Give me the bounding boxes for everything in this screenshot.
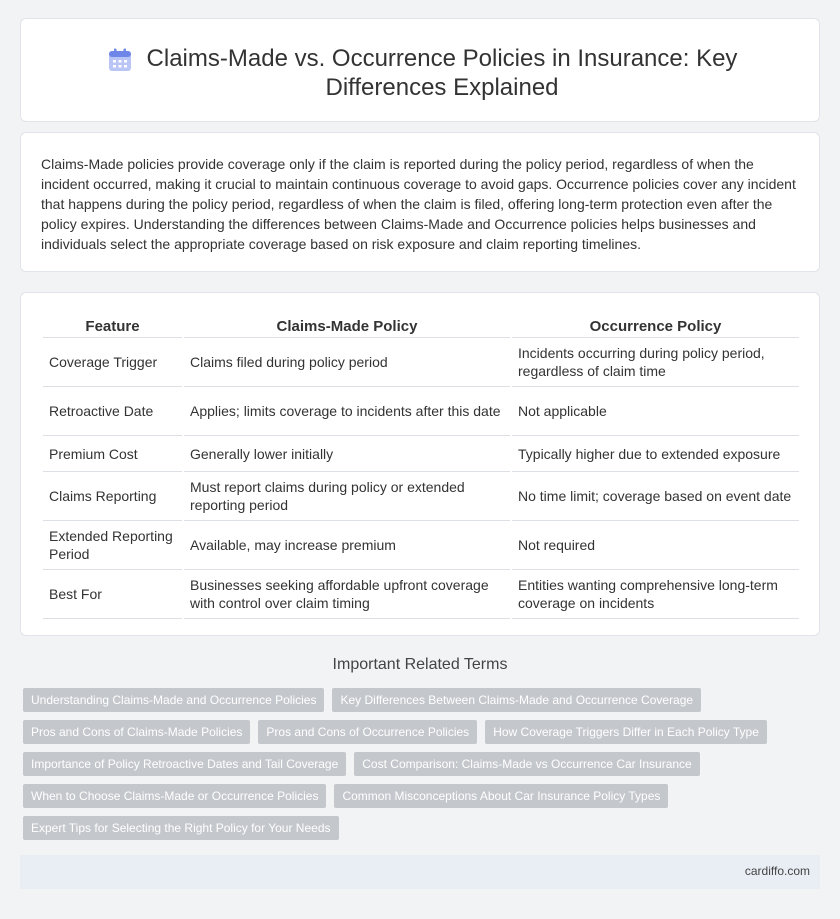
related-term-link[interactable]: Understanding Claims-Made and Occurrence Policies [23, 688, 324, 712]
related-term-link[interactable]: Key Differences Between Claims-Made and Occurrence Coverage [332, 688, 701, 712]
related-term-link[interactable]: When to Choose Claims-Made or Occurrence Policies [23, 784, 326, 808]
related-term-link[interactable]: Pros and Cons of Occurrence Policies [258, 720, 477, 744]
row-occurrence: Entities wanting comprehensive long-term coverage on incidents [511, 570, 799, 619]
row-claims-made: Applies; limits coverage to incidents after this date [183, 387, 511, 436]
related-terms-title: Important Related Terms [332, 656, 508, 673]
row-occurrence: Typically higher due to extended exposure [511, 436, 799, 472]
row-claims-made: Generally lower initially [183, 436, 511, 472]
intro-card [20, 132, 820, 272]
row-claims-made: Businesses seeking affordable upfront coverage with control over claim timing [183, 570, 511, 619]
related-terms-list [23, 688, 783, 840]
related-term-link[interactable]: Common Misconceptions About Car Insurance Policy Types [334, 784, 668, 808]
row-occurrence: Not required [511, 521, 799, 570]
row-claims-made: Available, may increase premium [183, 521, 511, 570]
header-card [20, 18, 820, 122]
row-feature: Claims Reporting [43, 472, 183, 521]
row-occurrence: Incidents occurring during policy period, regardless of claim time [511, 338, 799, 387]
related-term-link[interactable]: Pros and Cons of Claims-Made Policies [23, 720, 250, 744]
related-term-link[interactable]: Cost Comparison: Claims-Made vs Occurrence Car Insurance [354, 752, 699, 776]
row-feature: Coverage Trigger [43, 338, 183, 387]
row-occurrence: Not applicable [511, 387, 799, 436]
comparison-table-card [20, 292, 820, 636]
header-feature: Feature [43, 315, 183, 338]
row-claims-made: Claims filed during policy period [183, 338, 511, 387]
footer-site-link[interactable]: cardiffo.com [744, 864, 810, 878]
row-feature: Best For [43, 570, 183, 619]
table-row [43, 570, 799, 619]
intro-text: Claims-Made policies provide coverage only if the claim is reported during the policy period, regardless of when the incident occurred, making it crucial to maintain continuous coverage to avoid gaps. Occurrence policies cover any incident that happens during the policy period, regardless of when the claim is filed, offering long-term protection even after the policy expires. Understanding the differences between Claims-Made and Occurrence policies helps businesses and individuals select the appropriate coverage based on risk exposure and claim reporting timelines. [41, 156, 796, 252]
row-feature: Premium Cost [43, 436, 183, 472]
row-occurrence: No time limit; coverage based on event date [511, 472, 799, 521]
row-claims-made: Must report claims during policy or extended reporting period [183, 472, 511, 521]
row-feature: Extended Reporting Period [43, 521, 183, 570]
table-row [43, 521, 799, 570]
related-term-link[interactable]: Importance of Policy Retroactive Dates and Tail Coverage [23, 752, 346, 776]
table-row [43, 338, 799, 387]
table-row [43, 436, 799, 472]
header-occurrence: Occurrence Policy [511, 315, 799, 338]
header-claims-made: Claims-Made Policy [183, 315, 511, 338]
footer [20, 855, 820, 889]
page-title: Claims-Made vs. Occurrence Policies in Insurance: Key Differences Explained [146, 45, 738, 101]
comparison-table [43, 315, 799, 619]
table-header-row [43, 315, 799, 338]
related-term-link[interactable]: Expert Tips for Selecting the Right Policy for Your Needs [23, 816, 339, 840]
table-row [43, 472, 799, 521]
row-feature: Retroactive Date [43, 387, 183, 436]
table-row [43, 387, 799, 436]
related-term-link[interactable]: How Coverage Triggers Differ in Each Policy Type [485, 720, 767, 744]
